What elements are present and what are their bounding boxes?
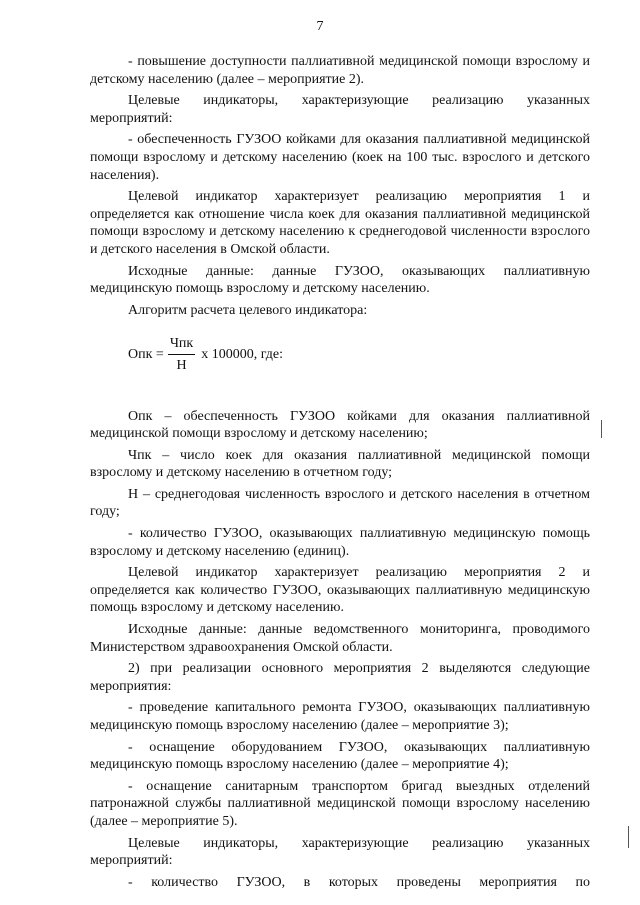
paragraph: Н – среднегодовая численность взрослого и детского населения в отчетном году;: [90, 486, 590, 520]
paragraph: Алгоритм расчета целевого индикатора:: [128, 302, 368, 318]
paragraph: - оснащение санитарным транспортом бригад выездных отделений патронажной службы паллиативной медицинской помощи взрослому населению (далее – мероприятие 5).: [90, 778, 590, 829]
paragraph: - проведение капитального ремонта ГУЗОО, оказывающих паллиативную медицинскую помощь взрослому населению (далее – мероприятие 3);: [90, 700, 590, 733]
paragraph: Исходные данные: данные ГУЗОО, оказывающих паллиативную медицинскую помощь взрослому и детскому населению.: [90, 263, 590, 297]
paragraph: Опк – обеспеченность ГУЗОО койками для оказания паллиативной медицинской помощи взрослому и детскому населению;: [90, 408, 590, 442]
formula-lhs: Опк =: [128, 347, 164, 363]
formula: [128, 335, 590, 374]
paragraph: Целевые индикаторы, характеризующие реализацию указанных мероприятий:: [90, 93, 590, 126]
paragraph: - повышение доступности паллиативной медицинской помощи взрослому и детскому населению (далее – мероприятие 2).: [90, 54, 590, 87]
page-number: 7: [316, 19, 324, 34]
formula-denominator: Н: [176, 357, 187, 373]
document-body: [90, 53, 590, 895]
formula-rhs: x 100000, где:: [201, 347, 283, 363]
paragraph: - количество ГУЗОО, оказывающих паллиативную медицинскую помощь взрослому и детскому населению (единиц).: [90, 526, 590, 559]
paragraph: - количество ГУЗОО, в которых проведены мероприятия по: [128, 874, 590, 890]
formula-fraction: [168, 335, 195, 374]
paragraph: Чпк – число коек для оказания паллиативной медицинской помощи взрослому и детскому населению в отчетном году;: [90, 447, 590, 481]
scan-artifact: [601, 420, 602, 438]
paragraph: Исходные данные: данные ведомственного мониторинга, проводимого Министерством здравоохранения Омской области.: [90, 622, 590, 655]
scan-artifact: [628, 826, 629, 848]
paragraph: Целевой индикатор характеризует реализацию мероприятия 1 и определяется как отношение числа коек для оказания паллиативной медицинской помощи взрослому и детскому населению к среднегодовой численности взрослого и детского населения в Омской области.: [90, 189, 590, 257]
formula-numerator: Чпк: [168, 335, 195, 355]
paragraph: - обеспеченность ГУЗОО койками для оказания паллиативной медицинской помощи взрослому и детскому населению (коек на 100 тыс. взрослого и детского населения).: [90, 132, 590, 183]
paragraph: Целевой индикатор характеризует реализацию мероприятия 2 и определяется как количество ГУЗОО, оказывающих паллиативную медицинскую помощь взрослому и детскому населению.: [90, 565, 590, 616]
paragraph: - оснащение оборудованием ГУЗОО, оказывающих паллиативную медицинскую помощь взрослому населению (далее – мероприятие 4);: [90, 739, 590, 773]
paragraph: Целевые индикаторы, характеризующие реализацию указанных мероприятий:: [90, 835, 590, 869]
paragraph: 2) при реализации основного мероприятия 2 выделяются следующие мероприятия:: [90, 661, 590, 694]
